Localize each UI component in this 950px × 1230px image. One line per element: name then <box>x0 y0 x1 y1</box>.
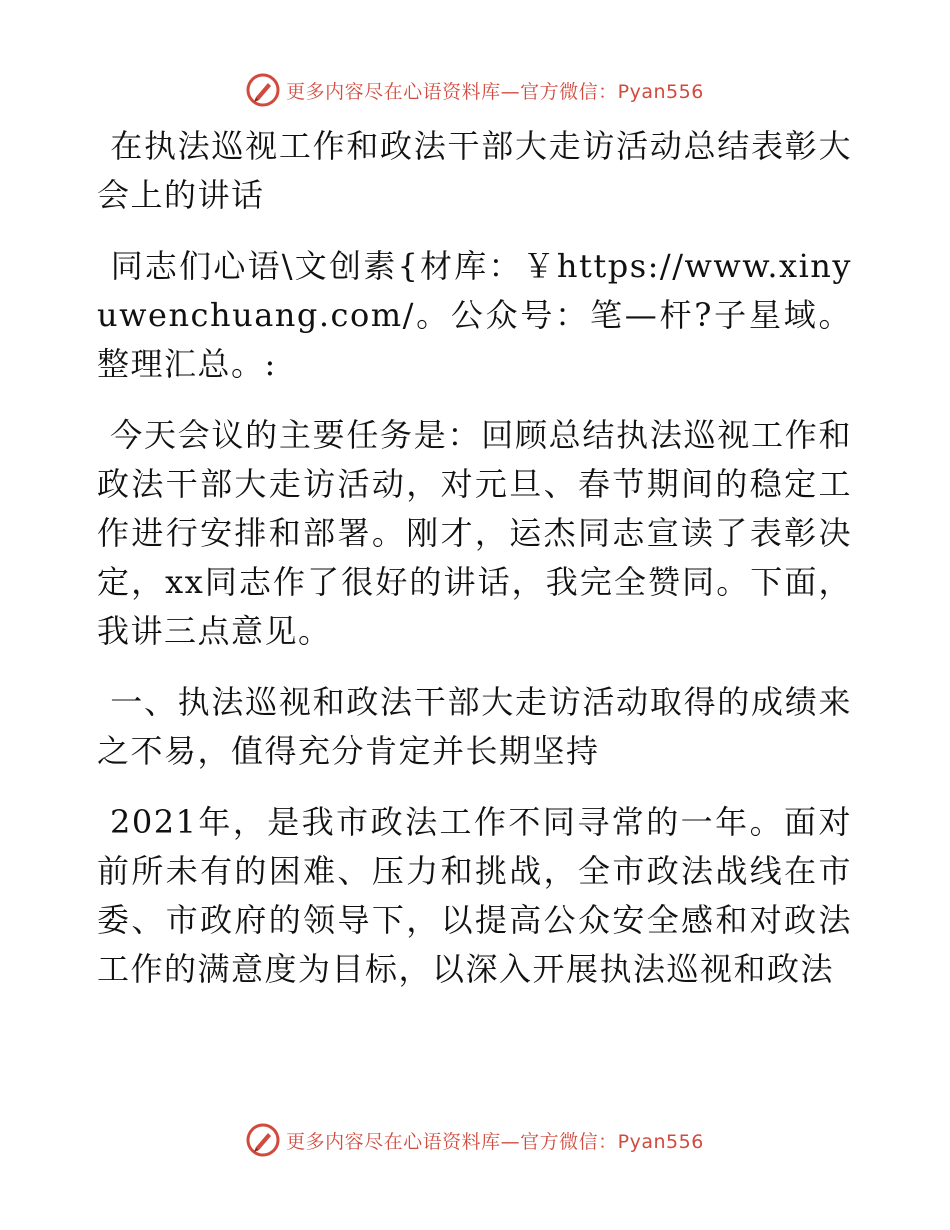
paragraph-1: 同志们心语\文创素{材库：￥https://www.xinyuwenchuang.com/。公众号：笔—杆?子星域。整理汇总。: <box>97 247 852 383</box>
pen-logo-icon <box>246 73 280 107</box>
document-body <box>97 122 852 1016</box>
pen-logo-icon <box>246 1123 280 1157</box>
footer-banner-text: 更多内容尽在心语资料库—官方微信：Pyan556 <box>286 1130 704 1153</box>
paragraph-2: 今天会议的主要任务是：回顾总结执法巡视工作和政法干部大走访活动，对元旦、春节期间的稳定工作进行安排和部署。刚才，运杰同志宣读了表彰决定，xx同志作了很好的讲话，我完全赞同。下面，我讲三点意见。 <box>97 416 852 650</box>
paragraph-3: 2021年，是我市政法工作不同寻常的一年。面对前所未有的困难、压力和挑战，全市政法战线在市委、市政府的领导下，以提高公众安全感和对政法工作的满意度为目标，以深入开展执法巡视和政法 <box>97 803 852 988</box>
header-banner-text: 更多内容尽在心语资料库—官方微信：Pyan556 <box>286 80 704 103</box>
footer-watermark-banner <box>0 1118 950 1162</box>
document-title: 在执法巡视工作和政法干部大走访活动总结表彰大会上的讲话 <box>97 127 852 214</box>
section-heading-1: 一、执法巡视和政法干部大走访活动取得的成绩来之不易，值得充分肯定并长期坚持 <box>97 683 852 770</box>
header-watermark-banner <box>0 68 950 112</box>
